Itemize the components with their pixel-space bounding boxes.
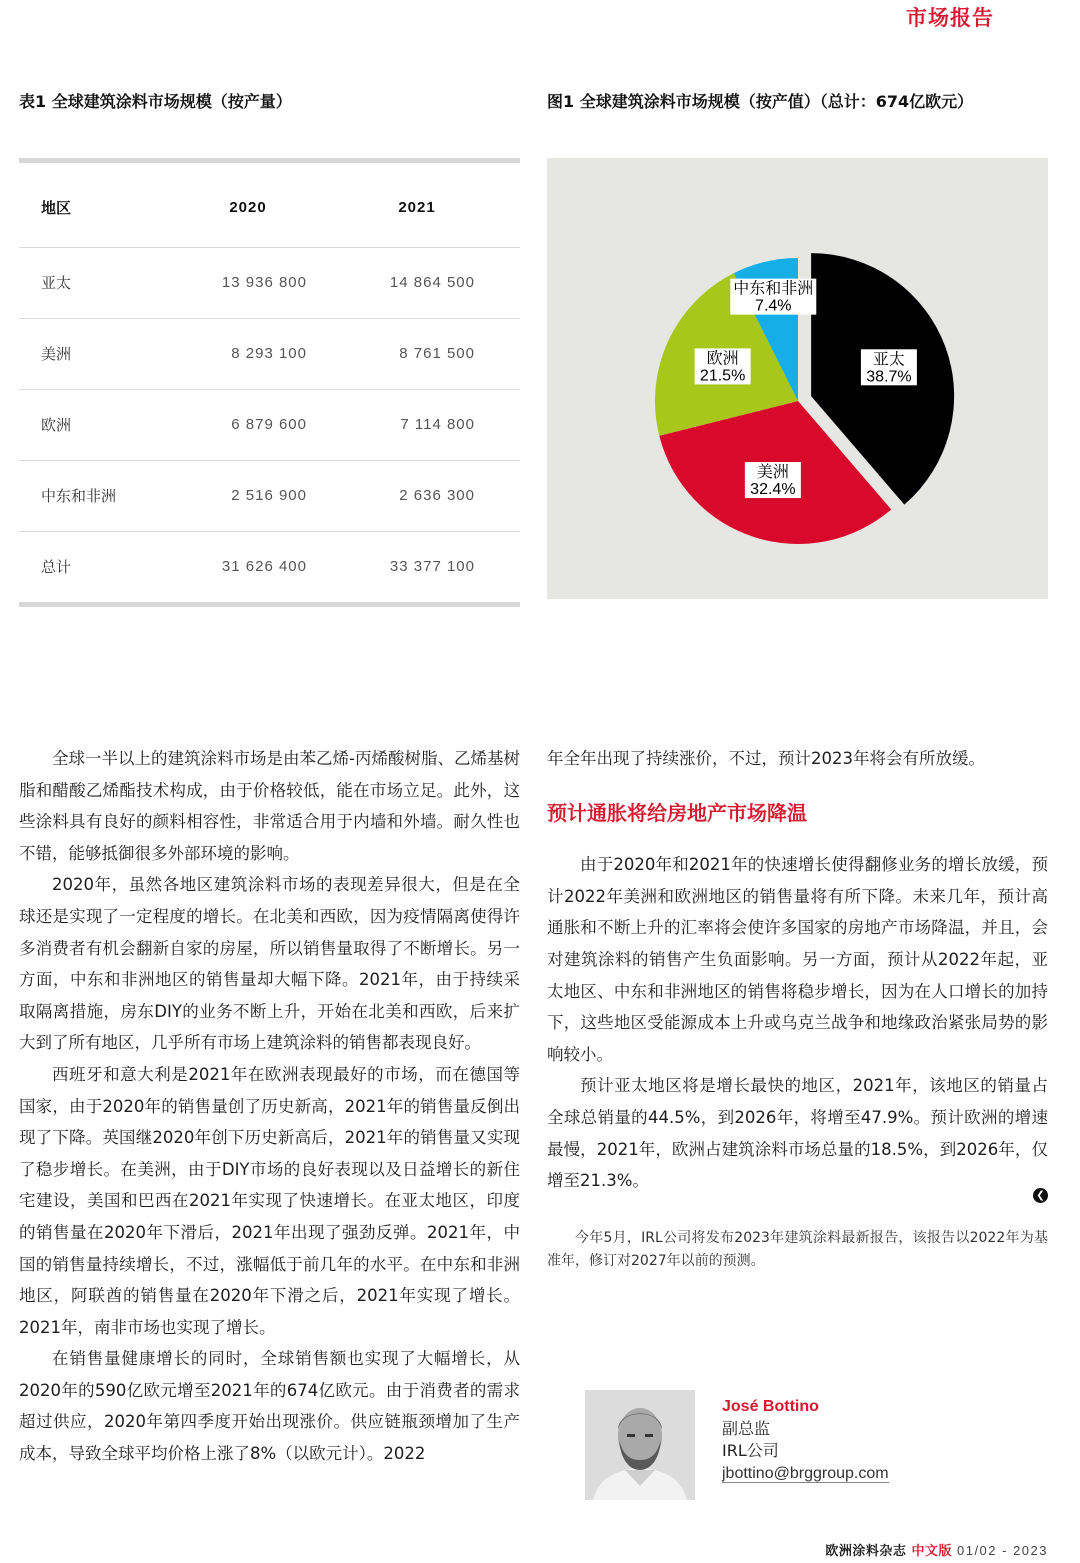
table-row-total bbox=[19, 532, 520, 602]
chart-title: 图1 全球建筑涂料市场规模（按产值）（总计：674亿欧元） bbox=[547, 92, 974, 111]
author-name: José Bottino bbox=[722, 1398, 819, 1415]
author-portrait-icon bbox=[585, 1390, 695, 1500]
table-cell-2021: 2 636 300 bbox=[399, 487, 475, 504]
table-cell-2021: 14 864 500 bbox=[389, 274, 475, 291]
body-paragraph: 2020年，虽然各地区建筑涂料市场的表现差异很大，但是在全球还是实现了一定程度的增长。在北美和西欧，因为疫情隔离使得许多消费者有机会翻新自家的房屋，所以销售量取得了不断增长。另一方面，中东和非洲地区的销售量却大幅下降。2021年，由于持续采取隔离措施，房东DIY的业务不断上升，开始在北美和西欧，后来扩大到了所有地区，几乎所有市场上建筑涂料的销售都表现良好。 bbox=[19, 875, 520, 1053]
pie-label-name: 欧洲 bbox=[706, 350, 739, 368]
footer-issue: 01/02 - 2023 bbox=[956, 1543, 1048, 1558]
section-tag: 市场报告 bbox=[906, 6, 994, 30]
column-header-region: 地区 bbox=[41, 199, 72, 217]
report-note bbox=[547, 1227, 1048, 1273]
note-text: 今年5月，IRL公司将发布2023年建筑涂料最新报告，该报告以2022年为基准年，修订对2027年以前的预测。 bbox=[547, 1229, 1048, 1269]
body-paragraph-continuation: 年全年出现了持续涨价，不过，预计2023年将会有所放缓。 bbox=[547, 749, 985, 768]
body-column-left bbox=[19, 743, 520, 1470]
back-arrow-icon: ❮ bbox=[1033, 1188, 1048, 1203]
table-caption: 表1 全球建筑涂料市场规模（按产量） bbox=[19, 92, 292, 111]
body-paragraph: 全球一半以上的建筑涂料市场是由苯乙烯-丙烯酸树脂、乙烯基树脂和醋酸乙烯酯技术构成，由于价格较低，能在市场立足。此外，这些涂料具有良好的颜料相容性，非常适合用于内墙和外墙。耐久性也不错，能够抵御很多外部环境的影响。 bbox=[19, 749, 520, 863]
body-paragraph: 由于2020年和2021年的快速增长使得翻修业务的增长放缓，预计2022年美洲和欧洲地区的销售量将有所下降。未来几年，预计高通胀和不断上升的汇率将会使许多国家的房地产市场降温，并且，会对建筑涂料的销售产生负面影响。另一方面，预计从2022年起，亚太地区、中东和非洲地区的销售将稳步增长，因为在人口增长的加持下，这些地区受能源成本上升或乌克兰战争和地缘政治紧张局势的影响较小。 bbox=[547, 855, 1048, 1064]
pie-label-1 bbox=[861, 349, 917, 385]
table-cell-2020: 6 879 600 bbox=[231, 416, 307, 433]
author-photo bbox=[585, 1390, 695, 1500]
pie-label-name: 中东和非洲 bbox=[733, 280, 814, 298]
table-cell-2020: 8 293 100 bbox=[231, 345, 307, 362]
pie-label-2 bbox=[745, 462, 801, 498]
pie-label-value: 7.4% bbox=[755, 297, 792, 315]
table-cell-region: 亚太 bbox=[41, 274, 72, 292]
table-cell-region: 欧洲 bbox=[41, 416, 72, 434]
body-column-right bbox=[547, 743, 1048, 1273]
footer-edition: 中文版 bbox=[911, 1544, 952, 1559]
pie-label-value: 21.5% bbox=[699, 367, 746, 385]
author-block bbox=[722, 1396, 889, 1485]
pie-label-name: 美洲 bbox=[756, 464, 789, 482]
pie-chart-panel bbox=[547, 158, 1048, 599]
table-row bbox=[19, 319, 520, 390]
table-cell-2020: 31 626 400 bbox=[221, 558, 307, 575]
pie-label-value: 32.4% bbox=[750, 481, 796, 499]
table-cell-region: 美洲 bbox=[41, 345, 72, 363]
table-cell-2020: 2 516 900 bbox=[231, 487, 307, 504]
body-paragraph: 预计亚太地区将是增长最快的地区，2021年，该地区的销量占全球总销量的44.5%，到2026年，将增至47.9%。预计欧洲的增速最慢，2021年，欧洲占建筑涂料市场总量的18.5%，到2026年，仅增至21.3%。 bbox=[547, 1076, 1048, 1191]
table-cell-2021: 8 761 500 bbox=[399, 345, 475, 362]
author-email-link[interactable]: jbottino@brggroup.com bbox=[722, 1465, 889, 1482]
page-footer bbox=[825, 1540, 1048, 1559]
author-title: 副总监 bbox=[722, 1419, 771, 1438]
table-cell-2020: 13 936 800 bbox=[221, 274, 307, 291]
pie-label-name: 亚太 bbox=[872, 351, 905, 369]
table-row bbox=[19, 390, 520, 461]
section-subheading: 预计通胀将给房地产市场降温 bbox=[547, 800, 807, 825]
pie-label-value: 38.7% bbox=[866, 368, 912, 386]
pie-label-4 bbox=[730, 279, 816, 315]
table-row bbox=[19, 248, 520, 319]
table-cell-2021: 33 377 100 bbox=[389, 558, 475, 575]
pie-label-3 bbox=[695, 348, 751, 384]
market-volume-table bbox=[19, 158, 520, 607]
table-row bbox=[19, 461, 520, 532]
column-header-2021: 2021 bbox=[398, 199, 436, 216]
column-header-2020: 2020 bbox=[229, 199, 267, 216]
body-paragraph: 在销售量健康增长的同时，全球销售额也实现了大幅增长，从2020年的590亿欧元增至2021年的674亿欧元。由于消费者的需求超过供应，2020年第四季度开始出现涨价。供应链瓶颈增加了生产成本，导致全球平均价格上涨了8%（以欧元计）。2022 bbox=[19, 1349, 520, 1464]
table-cell-2021: 7 114 800 bbox=[400, 416, 475, 433]
table-bottom-rule bbox=[19, 602, 520, 607]
author-company: IRL公司 bbox=[722, 1441, 779, 1460]
table-cell-region: 总计 bbox=[41, 558, 72, 576]
pie-chart bbox=[547, 158, 1048, 599]
footer-magazine: 欧洲涂料杂志 bbox=[825, 1544, 907, 1559]
table-header-row bbox=[19, 163, 520, 248]
table-cell-region: 中东和非洲 bbox=[41, 487, 117, 505]
body-paragraph: 西班牙和意大利是2021年在欧洲表现最好的市场，而在德国等国家，由于2020年的销售量创了历史新高，2021年的销售量反倒出现了下降。英国继2020年创下历史新高后，2021年的销售量又实现了稳步增长。在美洲，由于DIY市场的良好表现以及日益增长的新住宅建设，美国和巴西在2021年实现了快速增长。在亚太地区，印度的销售量在2020年下滑后，2021年出现了强劲反弹。2021年，中国的销售量持续增长，不过，涨幅低于前几年的水平。在中东和非洲地区，阿联酋的销售量在2020年下滑之后，2021年实现了增长。2021年，南非市场也实现了增长。 bbox=[19, 1064, 520, 1337]
